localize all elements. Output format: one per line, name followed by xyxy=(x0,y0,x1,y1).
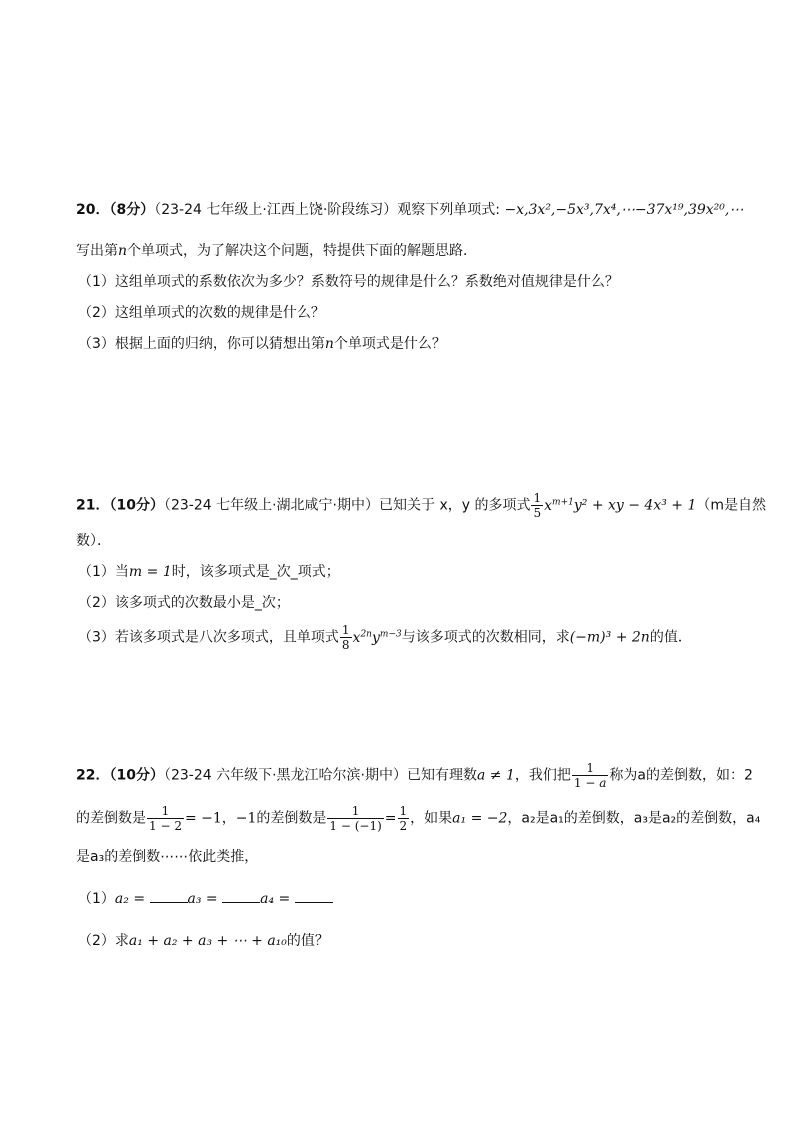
q20-part1: （1）这组单项式的系数依次为多少？系数符号的规律是什么？系数绝对值规律是什么？ xyxy=(78,274,619,290)
q21-part3-mid: 与该多项式的次数相同，求 xyxy=(401,629,570,646)
q22-line3: 是a₃的差倒数⋯⋯依此类推， xyxy=(76,849,259,865)
q21-number: 21． xyxy=(76,497,110,514)
q22-line2-a: 的差倒数是 xyxy=(76,810,146,827)
q22-source: （23-24 六年级下·黑龙江哈尔滨·期中） xyxy=(163,767,407,784)
q21-part1-pre: （1）当 xyxy=(78,564,129,580)
q21-poly-rest: y² + xy − 4x³ + 1 xyxy=(573,497,697,514)
q22-line2-e: ，a₂是a₁的差倒数，a₃是a₂的差倒数，a₄ xyxy=(507,810,761,827)
q20-source: （23-24 七年级上·江西上饶·阶段练习） xyxy=(154,202,398,218)
q20-score: （8分） xyxy=(109,202,155,218)
q20-part3-post: 个单项式是什么？ xyxy=(333,336,446,352)
q20-line2-post: 个单项式，为了解决这个问题，特提供下面的解题思路． xyxy=(127,243,478,259)
q22-score: （10分） xyxy=(109,767,164,784)
q21-part3-expr: (−m)³ + 2n xyxy=(569,629,650,646)
q20-monomials: −x,3x²,−5x³,7x⁴,⋯−37x¹⁹,39x²⁰,⋯ xyxy=(504,202,744,218)
q22-line2 xyxy=(76,804,760,833)
q21-fraction-one-fifth: $\frac{1}{5}$ xyxy=(533,491,542,520)
q21-part1-post: 时，该多项式是_次_项式； xyxy=(171,564,340,580)
q22-line2-b: = −1，−1的差倒数是 xyxy=(184,810,327,827)
q21-monomial: $x^{2n}y^{m-3}$ xyxy=(352,628,402,646)
q22-fraction-example1: $\frac{1}{1 - 2}$ xyxy=(149,804,182,833)
q22-blank-a3[interactable] xyxy=(222,890,260,903)
q20-line2-var: n xyxy=(118,243,128,259)
q20-stem-line xyxy=(76,199,743,219)
q21-part1 xyxy=(78,561,340,581)
q21-stem: 已知关于 x，y 的多项式 xyxy=(379,497,531,514)
q22-fraction-half: $\frac{1}{2}$ xyxy=(399,804,408,833)
q22-part1-pre: （1） xyxy=(78,891,115,907)
q21-part3-pre: （3）若该多项式是八次多项式，且单项式 xyxy=(78,629,339,646)
q22-part1-a4: a₄ = xyxy=(260,891,291,907)
q21-tail: （m是自然 xyxy=(696,497,767,514)
q21-part3-post: 的值． xyxy=(649,629,692,646)
q20-part3-var: n xyxy=(324,336,334,352)
q22-line2-cond: a₁ = −2 xyxy=(452,810,508,827)
q21-fraction-one-eighth: $\frac{1}{8}$ xyxy=(341,623,350,652)
q20-number: 20． xyxy=(76,202,110,218)
q22-part2-expr: a₁ + a₂ + a₃ + ⋯ + a₁₀ xyxy=(128,933,287,949)
q22-part1-a2: a₂ = xyxy=(114,891,146,907)
q22-number: 22． xyxy=(76,767,110,784)
q21-line2: 数）． xyxy=(76,533,111,549)
q22-stem-line xyxy=(76,761,753,790)
q21-stem-line xyxy=(76,491,766,520)
q22-stem-post: 称为a的差倒数，如：2 xyxy=(609,767,753,784)
q21-score: （10分） xyxy=(109,497,164,514)
q22-stem-cond: a ≠ 1 xyxy=(477,767,515,784)
q22-part2-post: 的值？ xyxy=(286,933,329,949)
q22-stem-mid: ，我们把 xyxy=(514,767,571,784)
q21-part2: （2）该多项式的次数最小是_次； xyxy=(78,595,290,611)
q21-poly-term: $x^{m+1}$ xyxy=(544,496,574,514)
q20-stem: 观察下列单项式: xyxy=(397,202,500,218)
q22-fraction-definition: $\frac{1}{1 - a}$ xyxy=(573,761,607,790)
q20-part2: （2）这组单项式的次数的规律是什么？ xyxy=(78,305,325,321)
q21-part3 xyxy=(78,623,692,652)
q22-blank-a4[interactable] xyxy=(295,890,333,903)
q20-part3-pre: （3）根据上面的归纳，你可以猜想出第 xyxy=(78,336,325,352)
q21-source: （23-24 七年级上·湖北咸宁·期中） xyxy=(163,497,379,514)
q22-line2-d: ，如果 xyxy=(410,810,453,827)
q22-part1-a3: a₃ = xyxy=(187,891,218,907)
q22-line2-c: = xyxy=(384,810,397,827)
q22-fraction-example2: $\frac{1}{1 - (-1)}$ xyxy=(329,804,382,833)
q22-blank-a2[interactable] xyxy=(150,890,188,903)
q22-stem-pre: 已知有理数 xyxy=(407,767,477,784)
q22-part2 xyxy=(78,930,329,950)
q20-part3 xyxy=(78,333,446,353)
q21-part1-cond: m = 1 xyxy=(128,564,172,580)
q22-part1 xyxy=(78,888,333,908)
q22-part2-pre: （2）求 xyxy=(78,933,129,949)
q20-line2 xyxy=(76,240,477,260)
q20-line2-pre: 写出第 xyxy=(76,243,118,259)
